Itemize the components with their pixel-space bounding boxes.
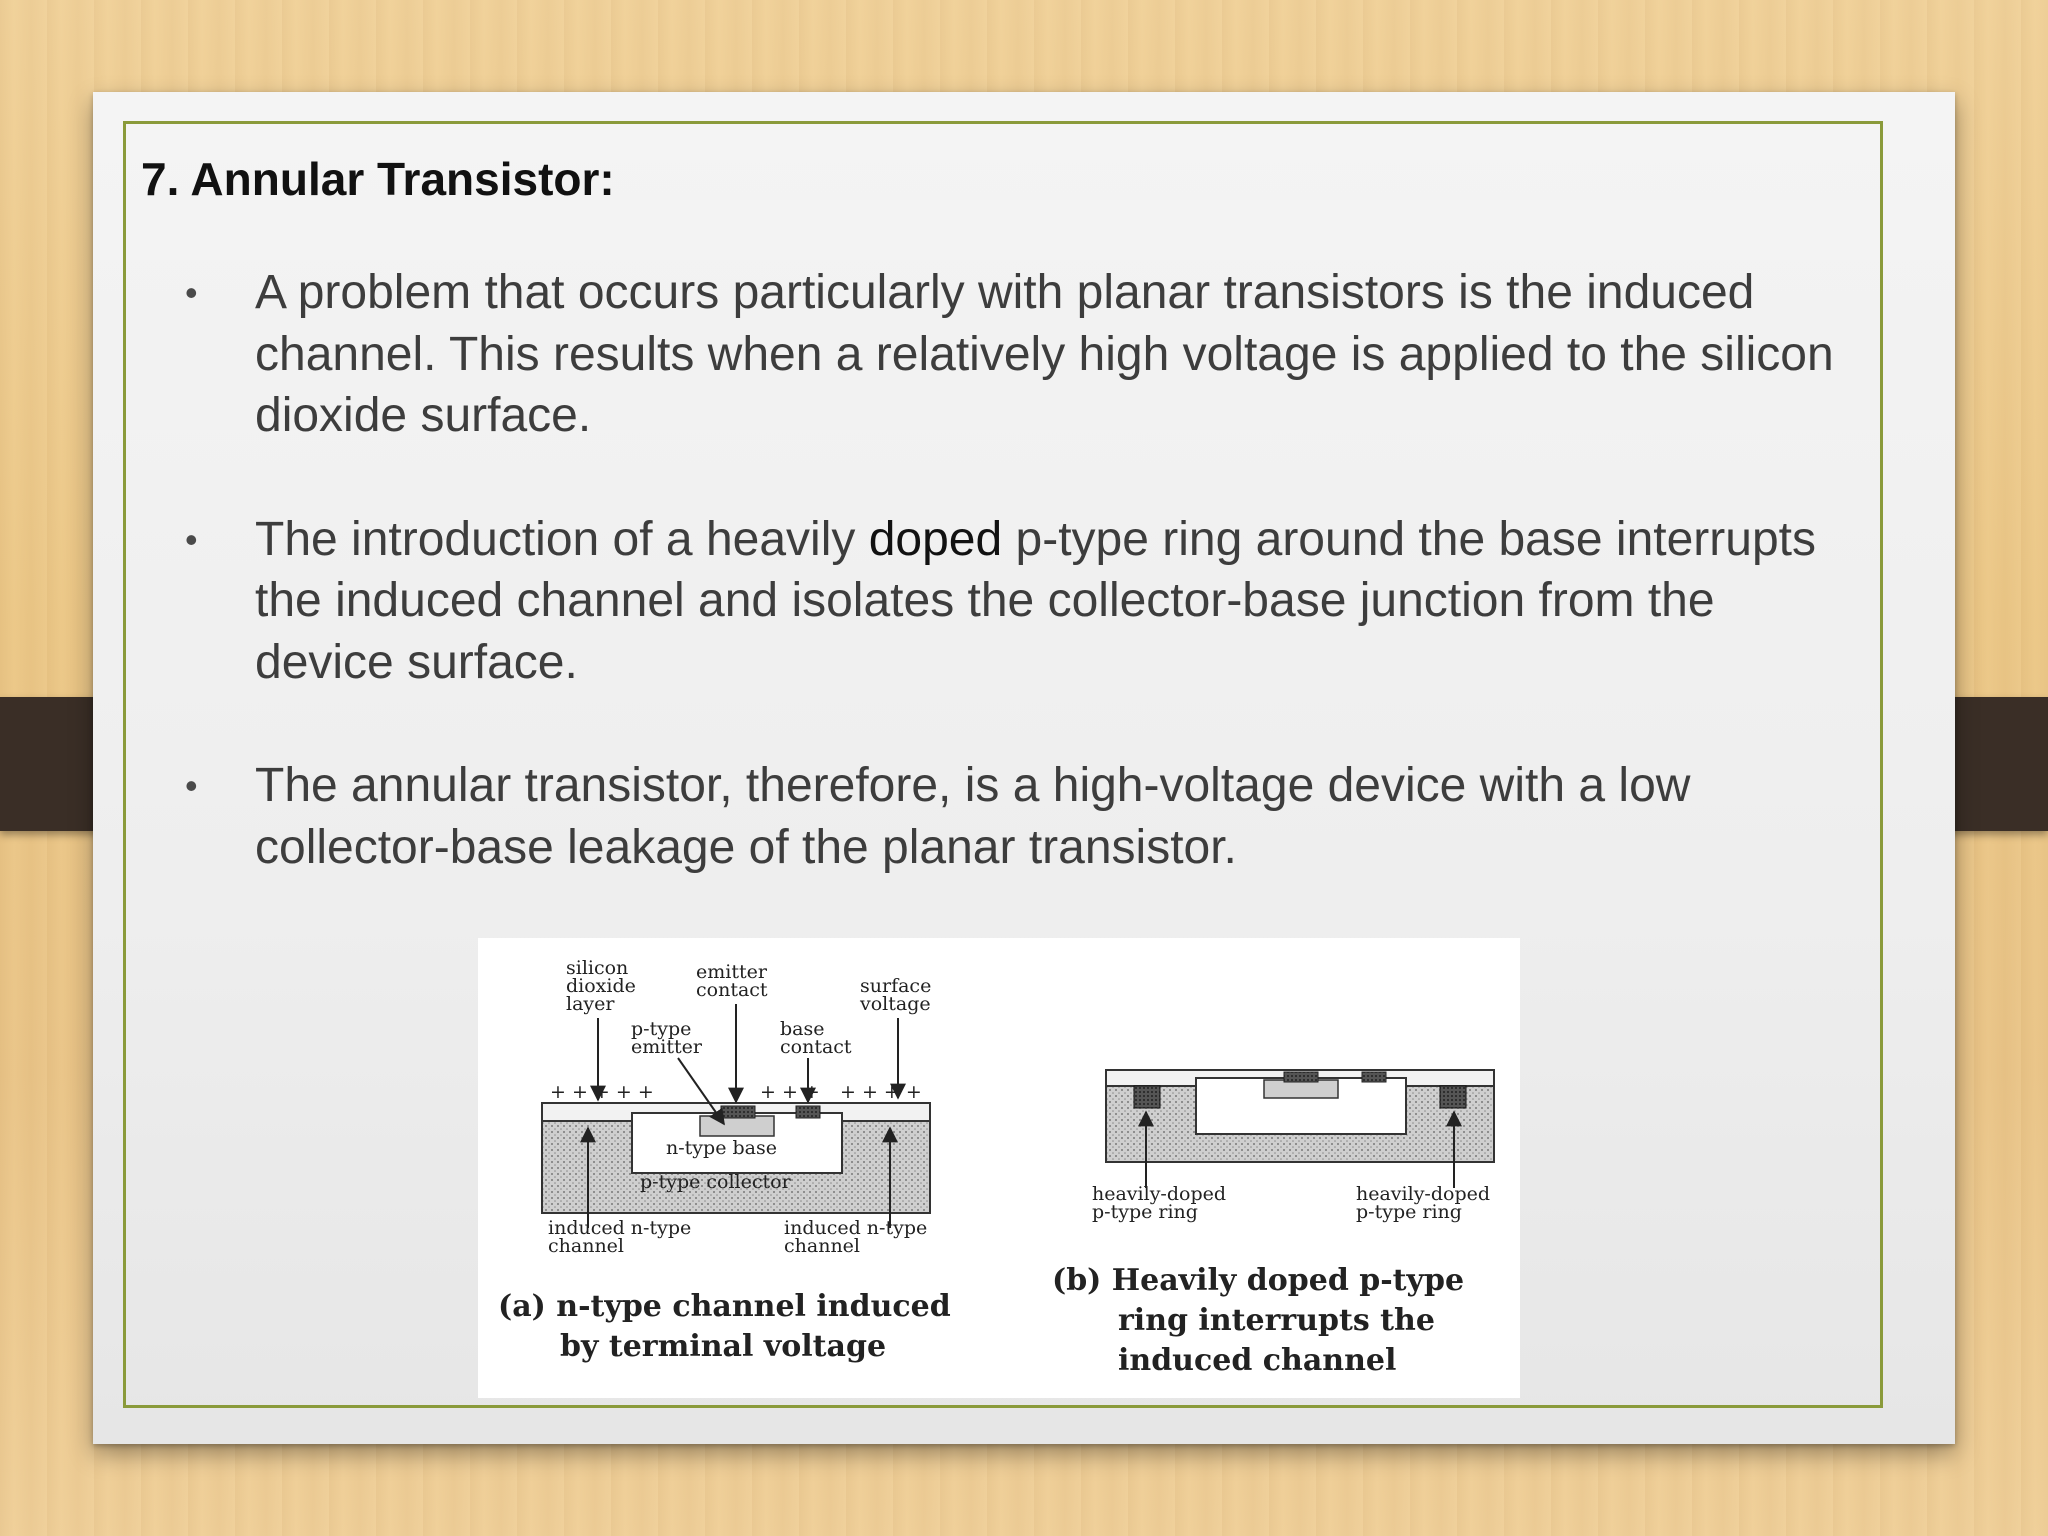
p-emitter-region (700, 1116, 774, 1136)
bullet-item (185, 755, 1845, 878)
ring-region-left (1134, 1086, 1160, 1108)
base-contact-b (1362, 1072, 1386, 1082)
bullet-text: A problem that occurs particularly with planar transistors is the induced channel. This results when a relatively high voltage is applied to the silicon dioxide surface. (255, 266, 1834, 442)
bullet-item (185, 262, 1845, 447)
label-n-base: n-type base (666, 1137, 777, 1159)
slide-title: 7. Annular Transistor: (141, 153, 615, 205)
transistor-diagram (478, 938, 1520, 1398)
label-induced-channel: induced n-type (548, 1217, 692, 1239)
label-induced-channel: channel (784, 1235, 860, 1257)
label-induced-channel: channel (548, 1235, 624, 1257)
label-surface-voltage: voltage (860, 993, 931, 1015)
bullet-symbol: • (185, 518, 198, 560)
diagram-b (1052, 1070, 1494, 1378)
diagram-a (498, 957, 951, 1364)
label-ring: p-type ring (1092, 1201, 1198, 1223)
p-emitter-region-b (1264, 1080, 1338, 1098)
caption-a: (a) n-type channel induced (498, 1289, 951, 1324)
label-surface-voltage: surface (860, 975, 932, 997)
label-oxide: silicon (566, 957, 629, 979)
bullet-list (185, 262, 1845, 940)
label-induced-channel: induced n-type (784, 1217, 928, 1239)
label-oxide: dioxide (566, 975, 636, 997)
surface-charges: + + + (760, 1081, 820, 1103)
label-oxide: layer (566, 993, 615, 1015)
label-p-emitter: p-type (631, 1018, 692, 1040)
transistor-figure (478, 938, 1520, 1398)
caption-b: ring interrupts the (1118, 1303, 1435, 1338)
bullet-highlight-word: doped (868, 512, 1003, 566)
emitter-contact-b (1284, 1072, 1318, 1082)
base-contact (796, 1106, 820, 1118)
ring-region-right (1440, 1086, 1466, 1108)
label-ring: heavily-doped (1356, 1183, 1491, 1205)
caption-b: (b) Heavily doped p-type (1052, 1263, 1465, 1298)
surface-charges: + + + + (840, 1081, 922, 1103)
label-emitter-contact: emitter (696, 961, 767, 983)
bullet-symbol: • (185, 765, 198, 806)
bullet-text: The introduction of a heavily (255, 512, 869, 566)
surface-charges: + + + + + (550, 1081, 654, 1103)
bullet-text: p-type ring around the base interrupts the induced channel and isolates the collector-base junction from the device surface. (255, 512, 1816, 689)
caption-b: induced channel (1118, 1343, 1397, 1378)
bullet-text: The annular transistor, therefore, is a high-voltage device with a low collector-base leakage of the planar transistor. (255, 759, 1691, 874)
caption-a: by terminal voltage (560, 1329, 887, 1364)
label-p-collector: p-type collector (640, 1171, 791, 1193)
label-ring: heavily-doped (1092, 1183, 1227, 1205)
bullet-symbol: • (185, 272, 198, 313)
label-emitter-contact: contact (696, 979, 768, 1001)
bullet-item (185, 509, 1845, 694)
label-base-contact: contact (780, 1036, 852, 1058)
label-p-emitter: emitter (631, 1036, 702, 1058)
label-base-contact: base (780, 1018, 825, 1040)
emitter-contact (721, 1106, 755, 1118)
label-ring: p-type ring (1356, 1201, 1462, 1223)
